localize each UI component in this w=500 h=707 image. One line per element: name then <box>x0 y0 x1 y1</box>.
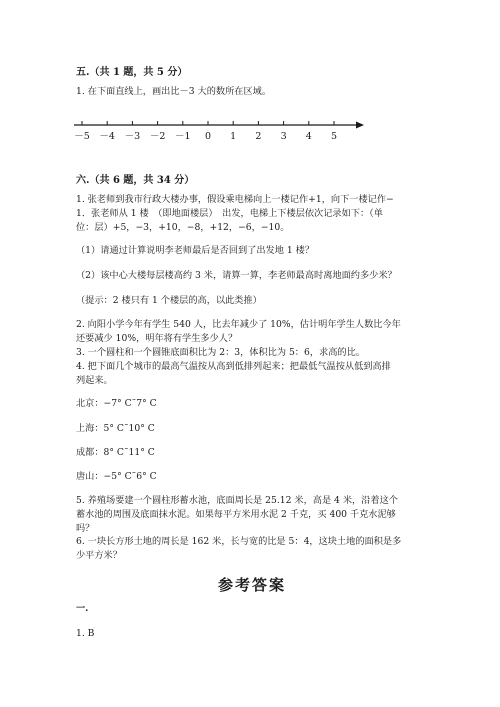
number-line <box>72 112 372 146</box>
section-5-heading: 五.（共 1 题，共 5 分） <box>76 67 188 78</box>
number-line-label: －2 <box>149 131 166 142</box>
answer-1: 1. B <box>76 628 95 639</box>
city-shanghai: 上海：5° C˜10° C <box>76 423 155 434</box>
city-chengdu: 成都：8° C˜11° C <box>76 447 155 458</box>
number-line-label: －5 <box>74 131 90 142</box>
question-6-5-line1: 5. 养殖场要建一个圆柱形蓄水池，底面周长是 25.12 米，高是 4 米，沿着这个 <box>76 495 398 506</box>
question-6-3: 3. 一个圆柱和一个圆锥底面积比为 2：3，体积比为 5：6，求高的比。 <box>76 347 365 358</box>
question-6-1-hint: （提示：2 楼只有 1 个楼层的高，以此类推） <box>76 295 262 306</box>
number-line-label: －3 <box>124 131 141 142</box>
city-tangshan: 唐山：−5° C˜6° C <box>76 471 157 482</box>
number-line-arrow-icon <box>356 122 364 129</box>
question-6-2-line1: 2. 向阳小学今年有学生 540 人，比去年减少了 10%，估计明年学生人数比今年 <box>76 319 401 330</box>
question-5-1: 1. 在下面直线上，画出比－3 大的数所在区域。 <box>76 86 272 97</box>
question-6-6-line1: 6. 一块长方形土地的周长是 162 米，长与宽的比是 5：4，这块土地的面积是多 <box>76 536 402 547</box>
city-beijing: 北京：−7° C˜7° C <box>76 398 157 409</box>
question-6-1-sub1: （1）请通过计算说明李老师最后是否回到了出发地 1 楼？ <box>76 245 315 256</box>
question-6-1-sub2: （2）该中心大楼每层楼高约 3 米，请算一算，李老师最高时离地面约多少米？ <box>76 270 397 281</box>
number-line-label: 0 <box>204 131 212 142</box>
question-6-1-line3: 位：层）+5，−3，+10，−8，+12，−6，−10。 <box>76 222 290 233</box>
number-line-label: 5 <box>330 131 338 142</box>
question-6-5-line2: 蓄水池的周围及底面抹水泥。如果每平方米用水泥 2 千克，买 400 千克水泥够 <box>76 509 396 520</box>
number-line-label: 4 <box>305 131 312 142</box>
question-6-5-line3: 吗？ <box>76 523 95 534</box>
number-line-label: 2 <box>255 131 262 142</box>
question-6-1-line1: 1. 张老师到我市行政大楼办事，假设乘电梯向上一楼记作+1，向下一楼记作− <box>76 194 394 205</box>
answers-section-1: 一. <box>76 603 89 614</box>
number-line-label: 1 <box>230 131 237 142</box>
number-line-label: －4 <box>99 131 115 142</box>
section-6-heading: 六.（共 6 题，共 34 分） <box>76 175 195 186</box>
question-6-6-line2: 少平方米？ <box>76 550 122 561</box>
question-6-4-line2: 列起来。 <box>76 375 113 386</box>
number-line-label: －1 <box>175 131 191 142</box>
number-line-label: 3 <box>280 131 287 142</box>
question-6-1-line2: 1．张老师从 1 楼 （即地面楼层） 出发，电梯上下楼层依次记录如下：（单 <box>76 208 383 219</box>
question-6-2-line2: 还要减少 10%，明年将有学生多少人？ <box>76 333 238 344</box>
answers-title: 参考答案 <box>218 576 287 594</box>
question-6-4-line1: 4. 把下面几个城市的最高气温按从高到低排列起来；把最低气温按从低到高排 <box>76 361 391 372</box>
